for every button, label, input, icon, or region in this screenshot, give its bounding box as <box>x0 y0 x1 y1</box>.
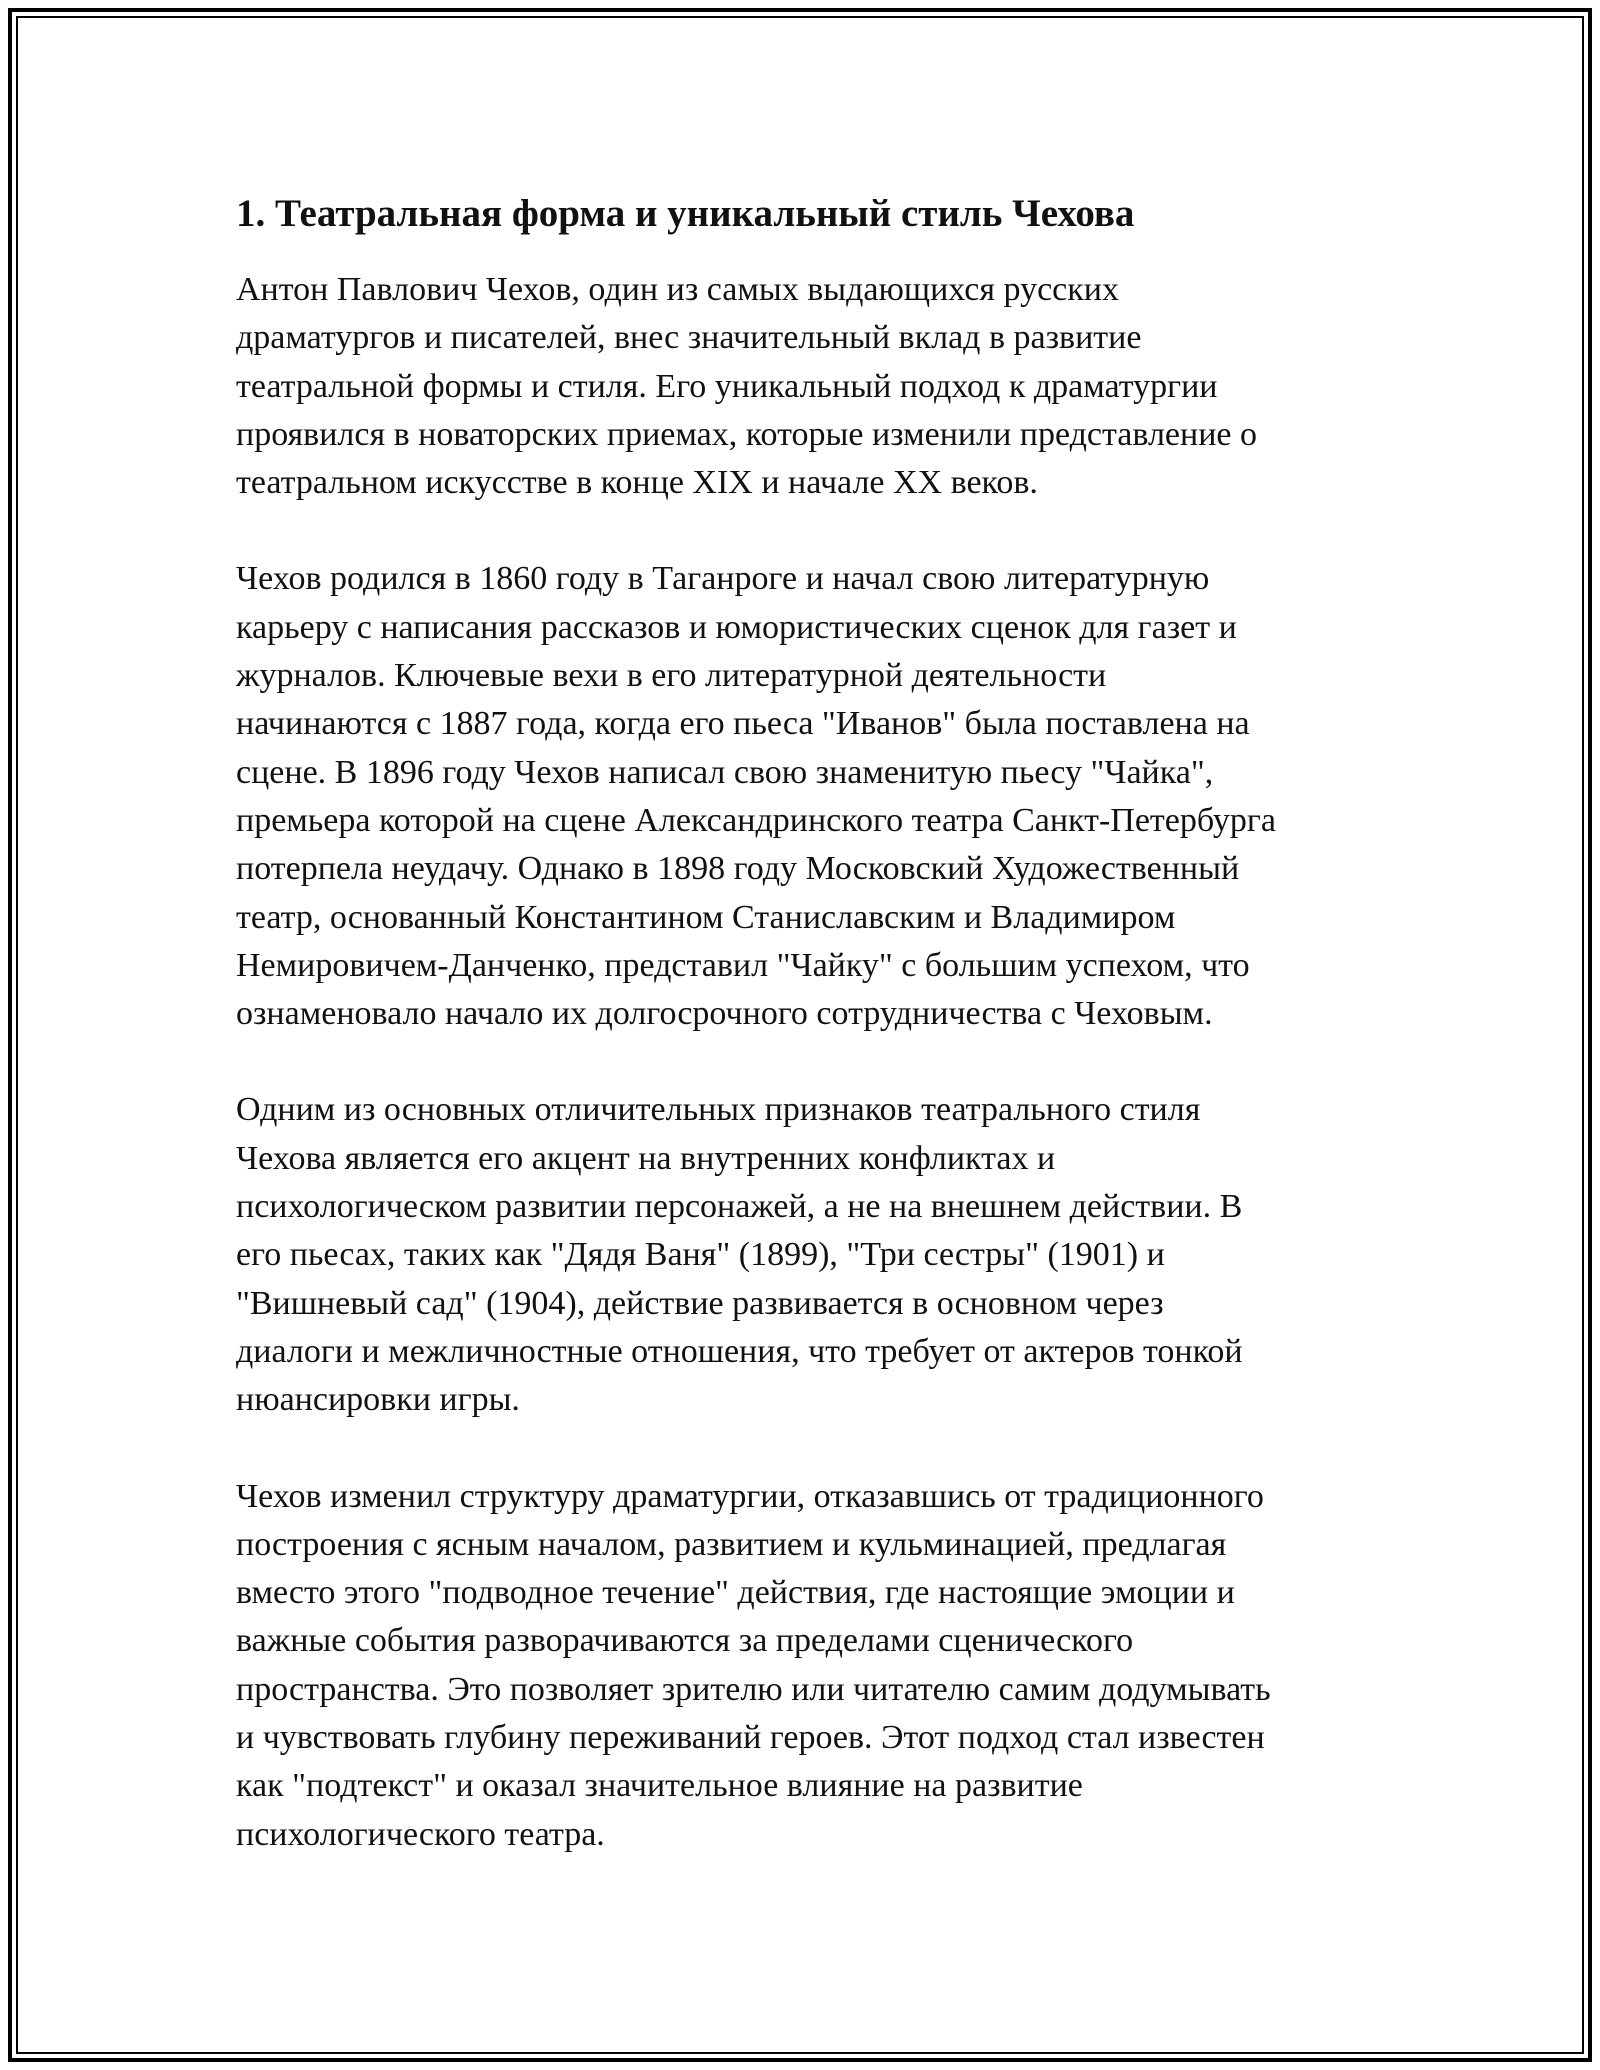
text-line: важные события разворачиваются за пределами сценического <box>236 1622 1134 1660</box>
text-line: Антон Павлович Чехов, один из самых выдающихся русских <box>236 271 1119 308</box>
text-line: театральной формы и стиля. Его уникальный подход к драматургии <box>236 367 1218 405</box>
text-line: Одним из основных отличительных признаков театрального стиля <box>236 1091 1201 1129</box>
paragraph-1 <box>236 266 1386 507</box>
paragraph-4 <box>236 1473 1386 1859</box>
text-line: театральном искусстве в конце XIX и начале XX веков. <box>236 464 1038 502</box>
text-line: начинаются с 1887 года, когда его пьеса "Иванов" была поставлена на <box>236 705 1250 743</box>
text-line: и чувствовать глубину переживаний героев. Этот подход стал известен <box>236 1719 1265 1757</box>
text-line: Чехов изменил структуру драматургии, отказавшись от традиционного <box>236 1477 1264 1515</box>
text-line: "Вишневый сад" (1904), действие развивается в основном через <box>236 1284 1164 1322</box>
text-line: вместо этого "подводное течение" действия, где настоящие эмоции и <box>236 1574 1235 1612</box>
text-line: потерпела неудачу. Однако в 1898 году Московский Художественный <box>236 850 1240 888</box>
text-line: премьера которой на сцене Александринского театра Санкт-Петербурга <box>236 801 1276 839</box>
text-line: сцене. В 1896 году Чехов написал свою знаменитую пьесу "Чайка", <box>236 753 1214 791</box>
text-line: нюансировки игры. <box>236 1381 520 1419</box>
text-line: Чехов родился в 1860 году в Таганроге и начал свою литературную <box>236 560 1210 598</box>
text-line: карьеру с написания рассказов и юмористических сценок для газет и <box>236 608 1237 646</box>
text-line: Немировичем-Данченко, представил "Чайку" с большим успехом, что <box>236 946 1250 984</box>
text-line: психологического театра. <box>236 1815 605 1853</box>
text-line: как "подтекст" и оказал значительное влияние на развитие <box>236 1767 1083 1805</box>
text-line: театр, основанный Константином Станиславским и Владимиром <box>236 898 1176 936</box>
text-line: его пьесах, таких как "Дядя Ваня" (1899), "Три сестры" (1901) и <box>236 1236 1165 1274</box>
paragraph-2 <box>236 555 1386 1038</box>
paragraph-3 <box>236 1086 1386 1424</box>
text-line: проявился в новаторских приемах, которые изменили представление о <box>236 415 1257 453</box>
text-line: ознаменовало начало их долгосрочного сотрудничества с Чеховым. <box>236 995 1213 1033</box>
text-line: драматургов и писателей, внес значительный вклад в развитие <box>236 319 1142 357</box>
document-body <box>236 188 1386 1907</box>
section-heading: 1. Театральная форма и уникальный стиль Чехова <box>236 192 1135 235</box>
text-line: построения с ясным началом, развитием и кульминацией, предлагая <box>236 1525 1227 1563</box>
text-line: журналов. Ключевые вехи в его литературной деятельности <box>236 657 1107 695</box>
text-line: Чехова является его акцент на внутренних конфликтах и <box>236 1139 1056 1177</box>
text-line: психологическом развитии персонажей, а не на внешнем действии. В <box>236 1188 1243 1226</box>
text-line: диалоги и межличностные отношения, что требует от актеров тонкой <box>236 1332 1243 1370</box>
text-line: пространства. Это позволяет зрителю или читателю самим додумывать <box>236 1670 1271 1708</box>
